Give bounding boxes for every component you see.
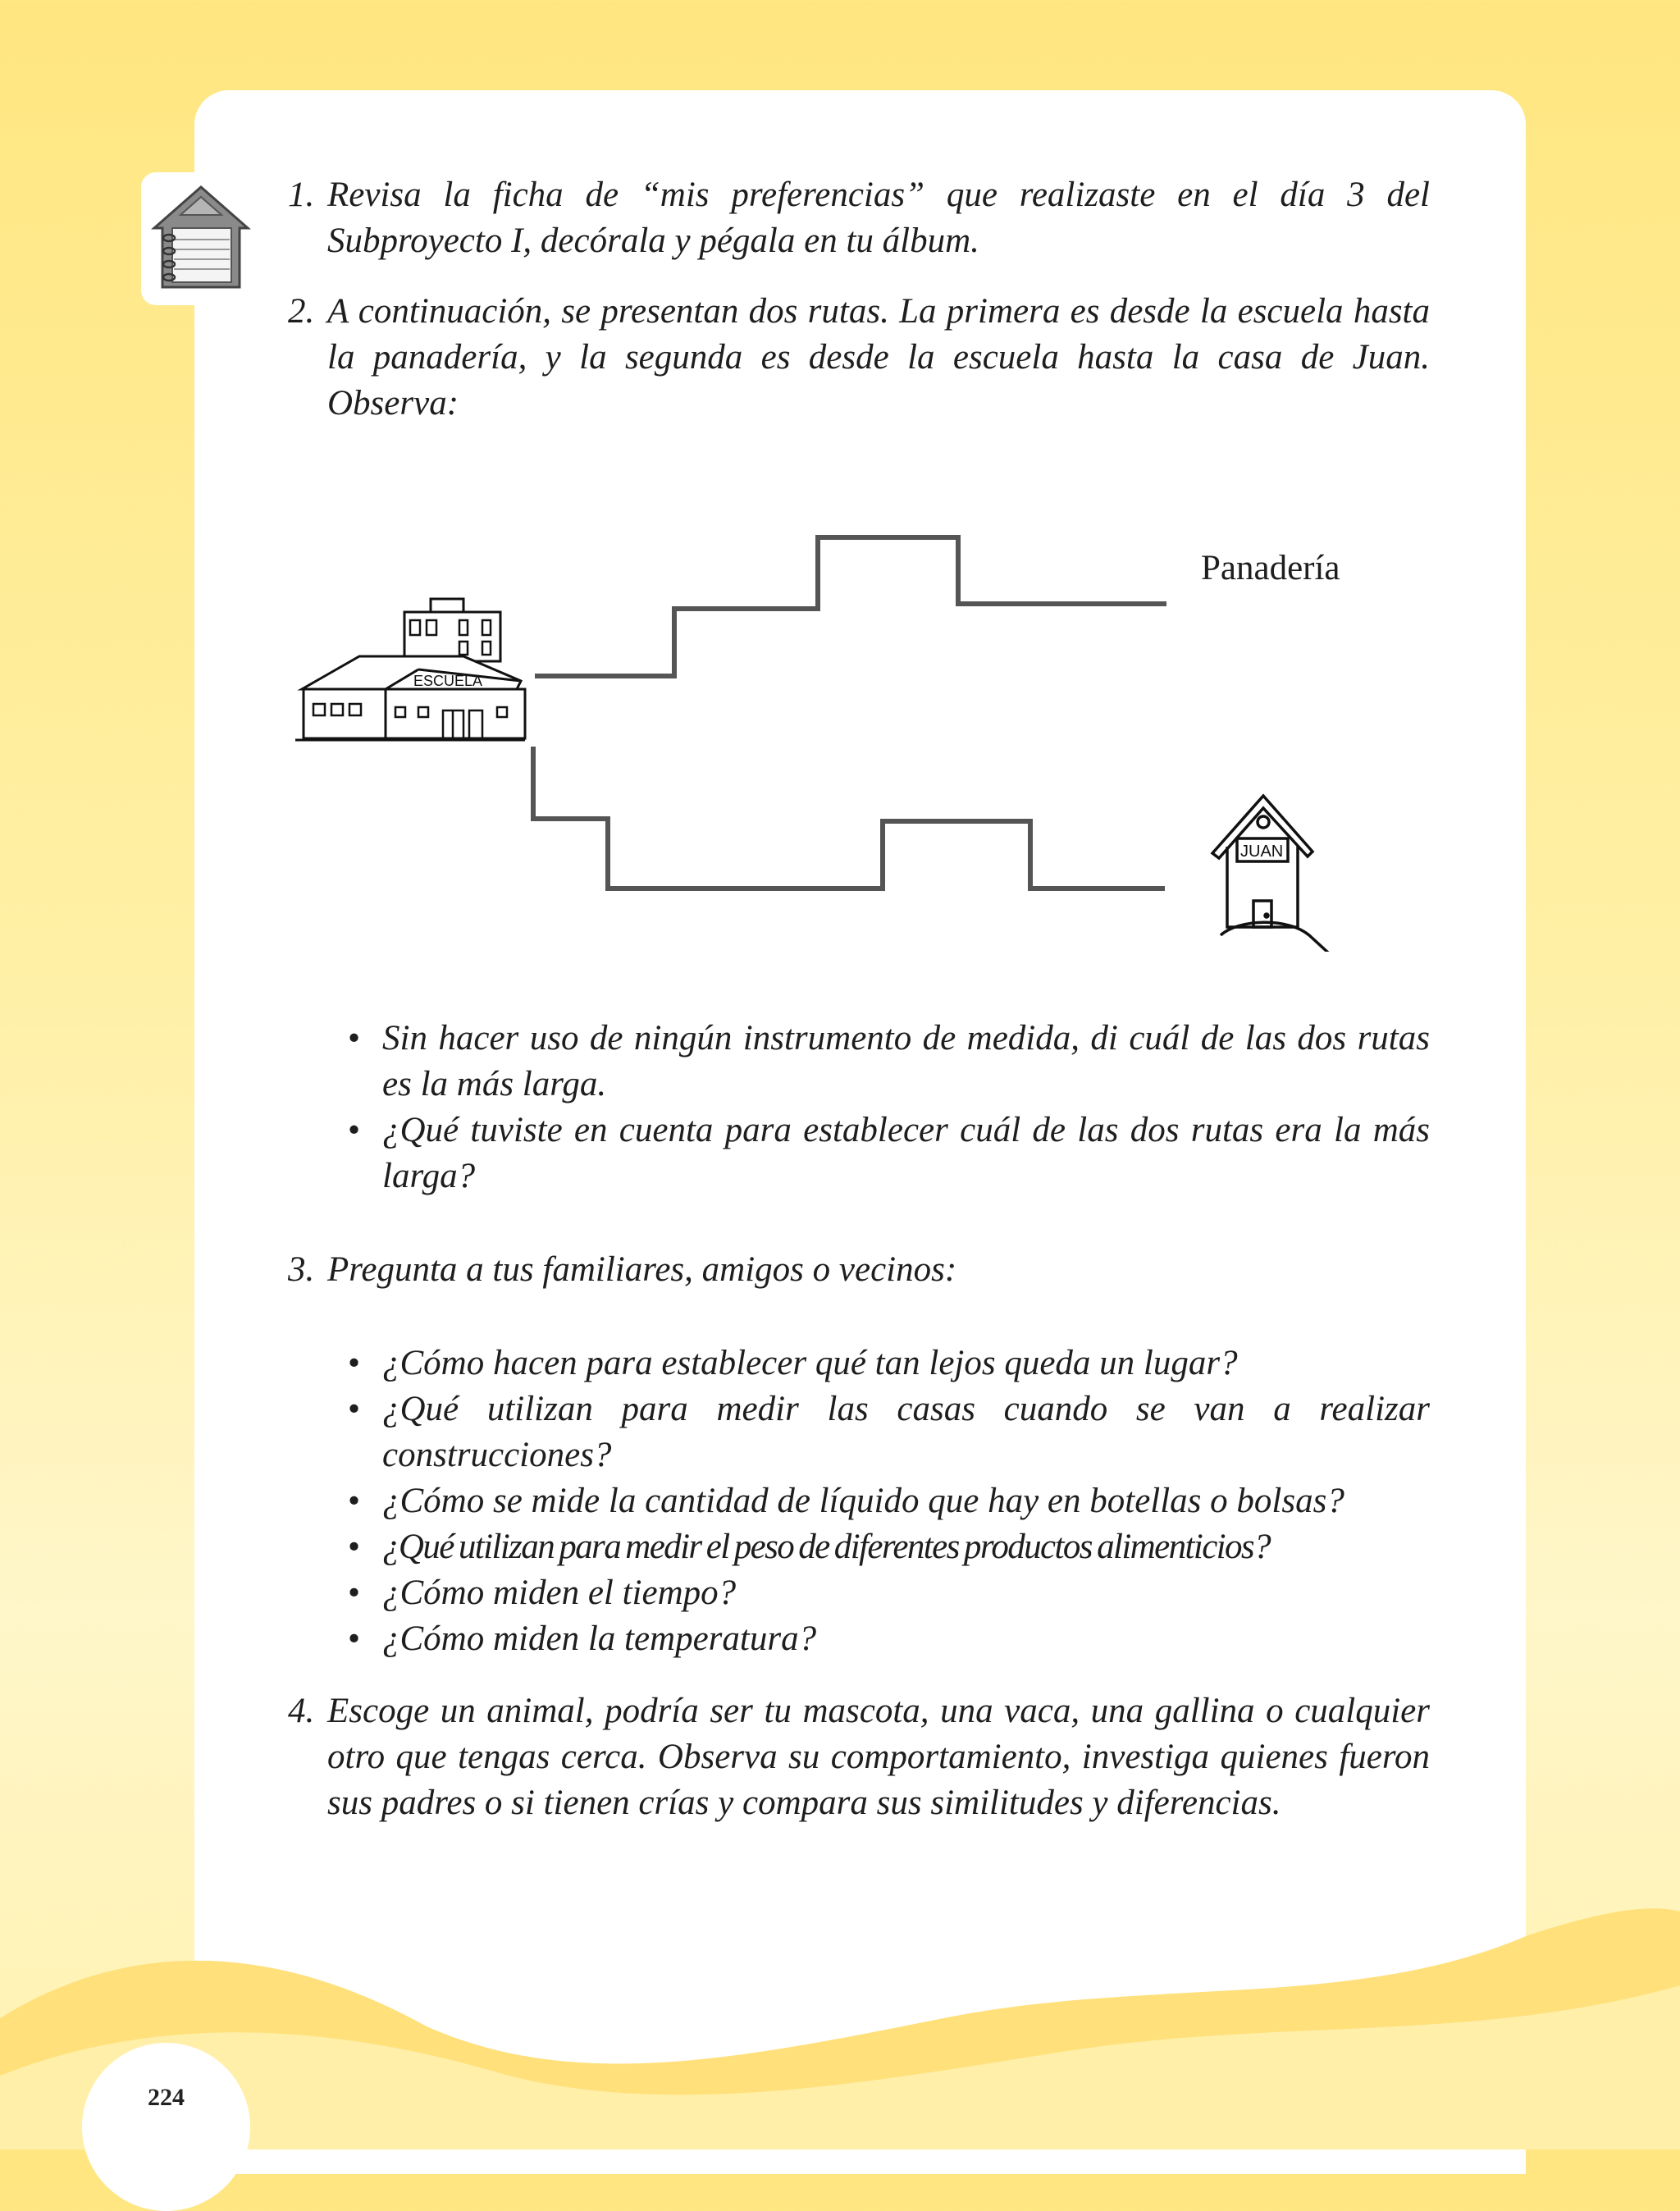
list-item: • ¿Qué tuviste en cuenta para establecer cuál de las dos rutas era la más larga? <box>382 1108 1430 1199</box>
instruction-text: Pregunta a tus familiares, amigos o vecinos: <box>327 1250 957 1289</box>
family-questions <box>382 1341 1430 1662</box>
bakery-label: Panadería <box>1201 549 1340 587</box>
route-to-bakery <box>535 537 1166 676</box>
page-number-badge <box>82 2043 250 2211</box>
instruction-1 <box>288 172 1430 264</box>
list-item: • Sin hacer uso de ningún instrumento de medida, di cuál de las dos rutas es la más larga. <box>382 1016 1430 1108</box>
instruction-number: 4. <box>288 1692 315 1730</box>
page-number: 224 <box>148 2084 185 2111</box>
list-item: • ¿Qué utilizan para medir el peso de diferentes productos alimenticios? <box>382 1524 1430 1570</box>
house-icon <box>1212 796 1329 952</box>
instruction-number: 3. <box>288 1250 315 1289</box>
list-item: • ¿Cómo se mide la cantidad de líquido que hay en botellas o bolsas? <box>382 1478 1430 1524</box>
route-to-house <box>533 747 1165 889</box>
list-item: • ¿Cómo miden el tiempo? <box>382 1570 1430 1616</box>
list-item: • ¿Cómo miden la temperatura? <box>382 1616 1430 1662</box>
instruction-4 <box>288 1688 1430 1826</box>
instruction-2 <box>288 289 1430 427</box>
route-questions <box>382 1016 1430 1199</box>
house-sign: JUAN <box>1240 843 1284 861</box>
list-item: • ¿Cómo hacen para establecer qué tan lejos queda un lugar? <box>382 1341 1430 1386</box>
school-icon <box>295 599 525 740</box>
instruction-text: Escoge un animal, podría ser tu mascota, una vaca, una gallina o cualquier otro que tengas cerca. Observa su comportamiento, investiga quienes fueron sus padres o si tienen crías y compara sus similitudes y diferencias. <box>327 1692 1430 1822</box>
instruction-3 <box>288 1247 1430 1293</box>
instruction-number: 2. <box>288 292 315 331</box>
instruction-text: Revisa la ficha de “mis preferencias” que realizaste en el día 3 del Subproyecto I, decórala y pégala en tu álbum. <box>327 176 1430 260</box>
album-house-icon <box>148 180 254 295</box>
school-sign: ESCUELA <box>413 673 483 689</box>
album-tab <box>141 172 264 305</box>
bottom-wave-decoration <box>0 1887 1680 2149</box>
instruction-text: A continuación, se presentan dos rutas. La primera es desde la escuela hasta la panadería, y la segunda es desde la escuela hasta la casa de Juan. Observa: <box>327 292 1430 423</box>
routes-diagram <box>295 525 1386 952</box>
instruction-number: 1. <box>288 176 315 214</box>
list-item: • ¿Qué utilizan para medir las casas cuando se van a realizar construcciones? <box>382 1386 1430 1478</box>
